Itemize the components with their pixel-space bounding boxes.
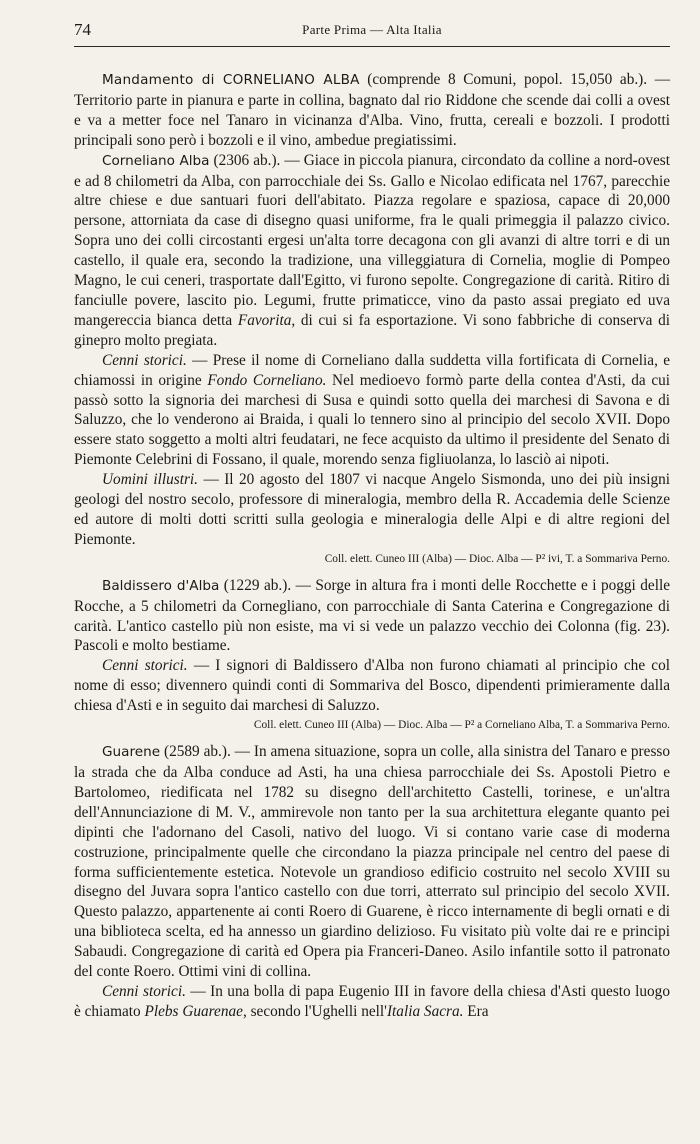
entry-name: Corneliano Alba	[102, 152, 210, 169]
paragraph-text: (2589 ab.). — In amena situazione, sopra un colle, alla sinistra del Tanaro e presso la strada che da Alba conduce ad Asti, ha una chiesa parrocchiale dei Ss. Apostoli Pietro e Bartolomeo, riedificata nel 1782 su disegno dell'architetto Castelli, torinese, e un'altra dell'Annunciazione di M. V., ammirevole non tanto per la sua architettura elegante quanto pei dipinti che l'adornano del Casoli, nativo del luogo. Vi si contano varie case di moderna costruzione, principalmente quelle che circondano la piazza principale nel centro del paese di forma sufficientemente estetica. Notevole un grandioso edificio costruito nel secolo XVIII su disegno del Juvara sopra l'antico castello con due torri, atterrato sul principio del secolo XVII. Questo palazzo, appartenente ai conti Roero di Guarene, è ricco internamente di begli ornati e di una biblioteca scelta, ed ha annesso un giardino delizioso. Fu visitato più volte dai re e principi Sabaudi. Congregazione di carità ed Opera pia Franceri-Daneo. Asilo infantile sotto il patronato del conte Roero. Ottimi vini di collina.	[74, 743, 670, 981]
citation-line: Coll. elett. Cuneo III (Alba) — Dioc. Alba — P² ivi, T. a Sommariva Perno.	[324, 552, 670, 565]
paragraph-uomini-illustri	[74, 470, 670, 550]
running-title: Parte Prima — Alta Italia	[302, 22, 442, 37]
page-header	[74, 20, 670, 47]
paragraph-text: — In una bolla di papa Eugenio III in favore della chiesa d'Asti questo luogo è chiamato	[74, 982, 670, 1020]
entry-name: Guarene	[102, 744, 161, 761]
section-lead: Cenni storici.	[102, 982, 186, 1000]
italic-term: Favorita	[237, 311, 292, 329]
page-body	[74, 70, 670, 1022]
paragraph-text: — Il 20 agosto del 1807 vi nacque Angelo Sismonda, uno dei più insigni geologi del nostro secolo, professore di mineralogia, membro della R. Accademia delle Scienze ed autore di molti dotti scritti sulla geologia e mineralogia delle Alpi e di altre regioni del Piemonte.	[74, 471, 671, 548]
italic-term: Plebs Guarenae	[144, 1002, 243, 1020]
paragraph-text: Era	[463, 1002, 489, 1020]
entry-name: Mandamento di CORNELIANO ALBA	[102, 72, 360, 88]
paragraph-baldissero	[74, 576, 670, 657]
paragraph-cenni-guarene	[74, 982, 670, 1022]
entry-name: Baldissero d'Alba	[102, 577, 220, 594]
paragraph-text: , secondo l'Ughelli nell'	[242, 1002, 387, 1020]
italic-term: Fondo Corneliano.	[207, 371, 327, 389]
paragraph-text: — I signori di Baldissero d'Alba non furono chiamati al principio che col nome di esso; divennero quindi conti di Sommariva del Bosco, dipendenti primieramente dalla chiesa d'Asti e in seguito dai marchesi di Saluzzo.	[74, 657, 670, 715]
paragraph-cenni-baldissero	[74, 656, 670, 716]
section-lead: Uomini illustri.	[102, 471, 198, 489]
paragraph-mandamento	[74, 70, 670, 151]
italic-term: Italia Sacra.	[386, 1002, 464, 1020]
paragraph-text: (2306 ab.). — Giace in piccola pianura, circondato da colline a nord-ovest e ad 8 chilometri da Alba, con parrocchiale dei Ss. Gallo e Nicolao edificata nel 1767, parecchie altre chiese e due santuari fuori dell'abitato. Piazza regolare e spaziosa, capace di 20,000 persone, attorniata da case di disegno quasi uniforme, fra le quali primeggia il palazzo civico. Sopra uno dei colli circostanti ergesi un'alta torre decagona con gli avanzi di altre torri e di un castello, il quale era, secondo la tradizione, una villeggiatura di Cornelia, moglie di Pompeo Magno, le cui ceneri, trasportate dall'Egitto, vi furono sepolte. Congregazione di carità. Ritiro di fanciulle povere, lascito pio. Legumi, frutte primaticce, vino da pasto assai pregiato ed uva mangereccia bianca detta	[74, 151, 671, 329]
section-lead: Cenni storici.	[102, 657, 188, 675]
paragraph-text: (comprende 8 Comuni, popol. 15,050 ab.). — Territorio parte in pianura e parte in collina, bagnato dal rio Riddone che scende dai colli a ovest e va a metter foce nel Tanaro in vicinanza d'Alba. Vino, frutta, cereali e bozzoli. I prodotti principali sono però i bozzoli e il vino, ambedue pregiatissimi.	[74, 71, 670, 149]
section-lead: Cenni storici.	[102, 351, 187, 369]
paragraph-guarene	[74, 742, 670, 982]
paragraph-text: (1229 ab.). — Sorge in altura fra i monti delle Rocchette e i poggi delle Rocche, a 5 chilometri da Cornegliano, con parrocchiale di Santa Caterina e Congregazione di carità. L'antico castello più non esiste, ma vi si vede un palazzo vecchio dei Colonna (fig. 23). Pascoli e molto bestiame.	[74, 576, 671, 655]
paragraph-text: — Prese il nome di Corneliano dalla suddetta villa fortificata di Cornelia, e chiamossi in origine	[74, 351, 670, 389]
citation-line: Coll. elett. Cuneo III (Alba) — Dioc. Alba — P² a Corneliano Alba, T. a Sommariva Perno.	[253, 719, 670, 732]
paragraph-text: Nel medioevo formò parte della contea d'Asti, da cui passò sotto la signoria dei marchesi di Susa e quindi sotto quella dei marchesi di Savona e di Saluzzo, che lo venderono ai Braida, i quali lo tennero sino al principio del secolo XVII. Dopo essere stato soggetto a molti altri feudatari, ne fece acquisto da ultimo il presidente del Senato di Piemonte Celebrini di Fossano, il quale, morendo senza figliuolanza, lo lasciò ai nipoti.	[74, 371, 671, 469]
paragraph-cenni-corneliano	[74, 351, 670, 470]
page-number: 74	[74, 20, 91, 39]
paragraph-corneliano	[74, 151, 670, 351]
paragraph-text: , di cui si fa esportazione. Vi sono fabbriche di conserva di ginepro molto pregiata.	[74, 311, 670, 349]
